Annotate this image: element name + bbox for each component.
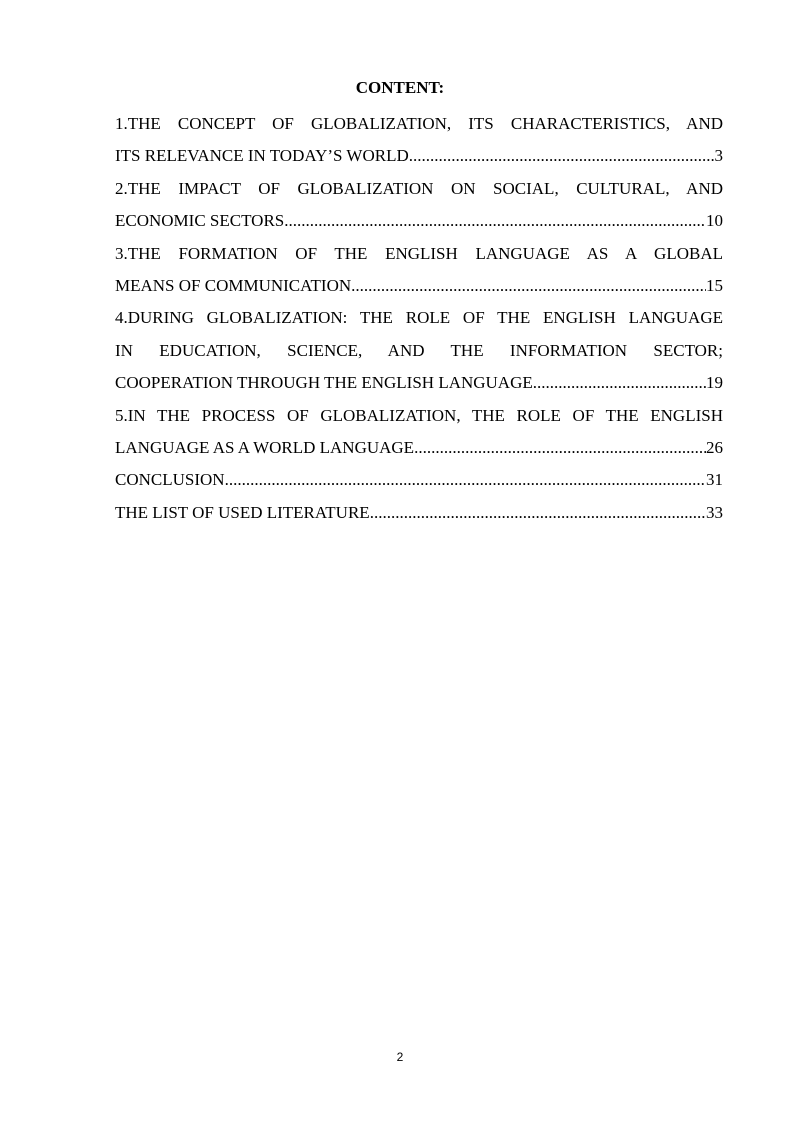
toc-page-number: 33 xyxy=(706,502,723,522)
toc-entry-last-line xyxy=(115,432,723,464)
toc-entry-text: THE LIST OF USED LITERATURE xyxy=(115,502,370,522)
toc-entry-text: LANGUAGE AS A WORLD LANGUAGE xyxy=(115,438,415,458)
page-number: 2 xyxy=(396,1050,404,1064)
toc-entry-last-line xyxy=(115,464,723,496)
dot-leader xyxy=(533,367,706,399)
toc-entry-last-line xyxy=(115,140,723,172)
toc-entry-line: 5.IN THE PROCESS OF GLOBALIZATION, THE ROLE OF THE ENGLISH xyxy=(115,405,723,425)
toc-entry-text: CONCLUSION xyxy=(115,470,225,490)
toc-entry-text: ECONOMIC SECTORS xyxy=(115,211,285,231)
toc-entry-text: ITS RELEVANCE IN TODAY’S WORLD xyxy=(115,146,409,166)
toc-entry-text: COOPERATION THROUGH THE ENGLISH LANGUAGE xyxy=(115,373,533,393)
toc-entry-1[interactable] xyxy=(115,108,723,173)
dot-leader xyxy=(225,464,706,496)
toc-page-number: 31 xyxy=(706,470,723,490)
toc-entry-line: 2.THE IMPACT OF GLOBALIZATION ON SOCIAL, CULTURAL, AND xyxy=(115,178,723,198)
toc-entry-last-line xyxy=(115,367,723,399)
toc-entry-5[interactable] xyxy=(115,400,723,465)
toc-entry-line: 3.THE FORMATION OF THE ENGLISH LANGUAGE AS A GLOBAL xyxy=(115,243,723,263)
toc-page-number: 3 xyxy=(714,146,723,166)
dot-leader xyxy=(370,497,706,529)
toc-entry-3[interactable] xyxy=(115,238,723,303)
table-of-contents xyxy=(115,108,723,529)
toc-entry-line: 1.THE CONCEPT OF GLOBALIZATION, ITS CHARACTERISTICS, AND xyxy=(115,114,723,133)
dot-leader xyxy=(351,270,706,302)
toc-entry-literature[interactable] xyxy=(115,497,723,529)
toc-entry-last-line xyxy=(115,497,723,529)
toc-entry-last-line xyxy=(115,205,723,237)
dot-leader xyxy=(284,205,706,237)
toc-entry-line: IN EDUCATION, SCIENCE, AND THE INFORMATION SECTOR; xyxy=(115,340,723,360)
toc-page-number: 26 xyxy=(706,438,723,458)
toc-entry-4[interactable] xyxy=(115,302,723,399)
toc-entry-text: MEANS OF COMMUNICATION xyxy=(115,276,352,296)
dot-leader xyxy=(414,432,706,464)
toc-entry-conclusion[interactable] xyxy=(115,464,723,496)
toc-entry-line: 4.DURING GLOBALIZATION: THE ROLE OF THE ENGLISH LANGUAGE xyxy=(115,308,723,328)
toc-page-number: 19 xyxy=(706,373,723,393)
toc-page-number: 10 xyxy=(706,211,723,231)
toc-page-number: 15 xyxy=(706,276,723,296)
toc-entry-2[interactable] xyxy=(115,173,723,238)
dot-leader xyxy=(409,140,715,172)
toc-entry-last-line xyxy=(115,270,723,302)
toc-title: CONTENT: xyxy=(355,78,445,97)
